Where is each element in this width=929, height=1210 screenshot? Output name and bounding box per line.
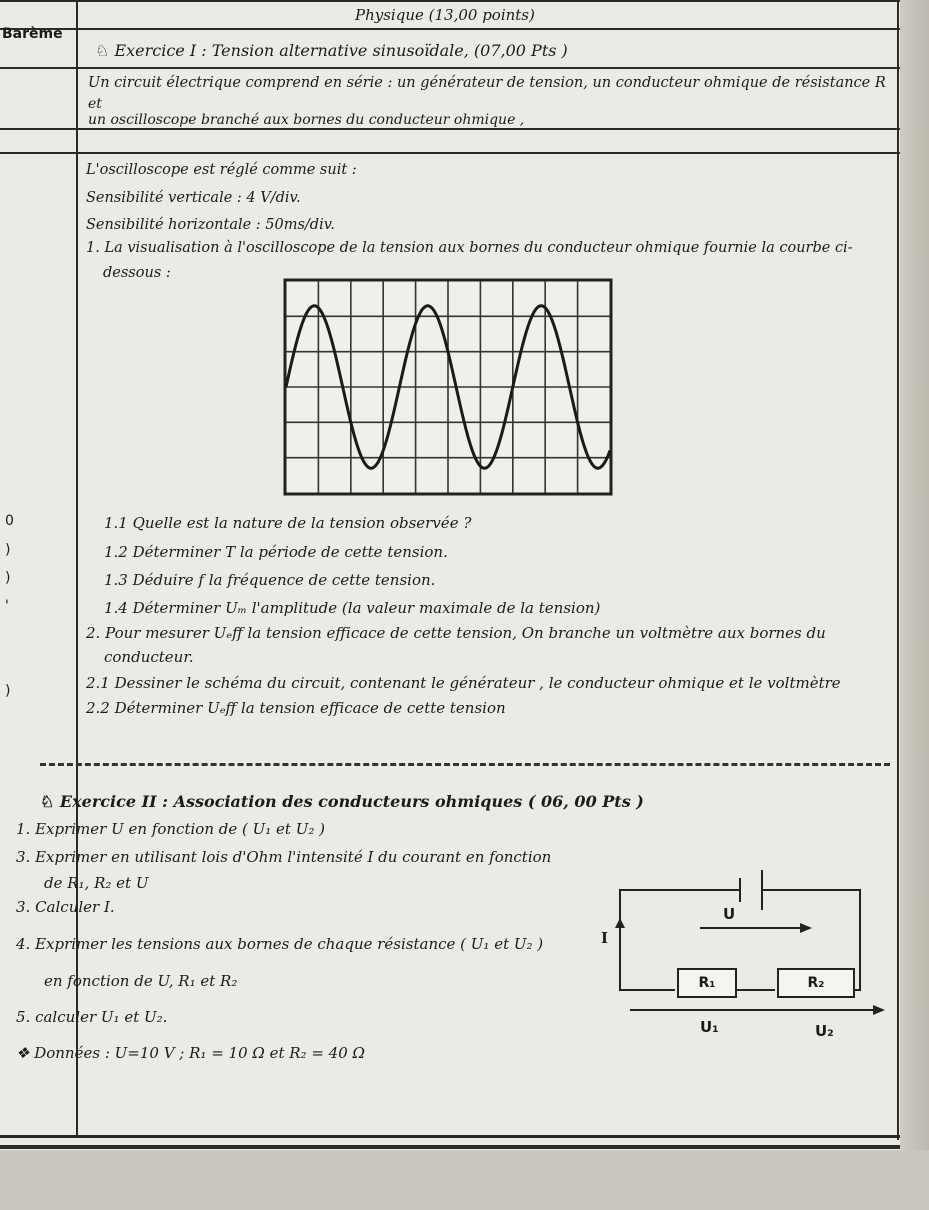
question-1-1: 1.1 Quelle est la nature de la tension observée ? <box>104 514 472 532</box>
ex2-question-4-continued: en fonction de U, R₁ et R₂ <box>44 972 238 990</box>
question-1-4: 1.4 Déterminer Uₘ l'amplitude (la valeur maximale de la tension) <box>104 599 601 617</box>
ex2-question-4: 4. Exprimer les tensions aux bornes de chaque résistance ( U₁ et U₂ ) <box>16 935 544 953</box>
ex1-title-text: Exercice I : Tension alternative sinusoïdale, (07,00 Pts ) <box>114 41 568 60</box>
margin-mark: ) <box>5 570 11 586</box>
margin-mark: 0 <box>5 513 14 529</box>
ex1-intro-line2: et <box>88 96 102 112</box>
series-circuit-diagram <box>590 860 890 1065</box>
resistor-r2: R₂ <box>777 968 855 998</box>
row-border <box>0 67 900 69</box>
question-1-continued: dessous : <box>103 265 171 281</box>
ex1-intro-line1: Un circuit électrique comprend en série : un générateur de tension, un conducteur ohmique de résistance R <box>88 75 886 91</box>
row-border <box>0 128 900 130</box>
ex2-title-text: Exercice II : Association des conducteurs ohmiques ( 06, 00 Pts ) <box>59 792 644 811</box>
bareme-label: Barème <box>2 26 63 42</box>
bareme-column-border <box>76 0 78 1135</box>
table-bottom-border <box>0 1135 900 1138</box>
margin-mark: ' <box>5 598 9 614</box>
margin-mark: ) <box>5 542 11 558</box>
row-border <box>0 152 900 154</box>
osc-setting: L'oscilloscope est réglé comme suit : <box>86 162 357 178</box>
question-2-2: 2.2 Déterminer Uₑff la tension efficace de cette tension <box>86 699 506 717</box>
ex1-intro-line3: un oscilloscope branché aux bornes du conducteur ohmique , <box>88 112 525 128</box>
oscilloscope-screen <box>283 278 613 496</box>
margin-mark: ) <box>5 683 11 699</box>
question-1-2: 1.2 Déterminer T la période de cette tension. <box>104 543 448 561</box>
page-edge-shadow <box>900 0 929 1210</box>
question-2-1: 2.1 Dessiner le schéma du circuit, contenant le générateur , le conducteur ohmique et le voltmètre <box>86 674 841 692</box>
sensitivity-horizontal: Sensibilité horizontale : 50ms/div. <box>86 217 335 233</box>
arrow-head <box>615 918 625 928</box>
ex2-question-5: 5. calculer U₁ et U₂. <box>16 1008 168 1026</box>
bottom-shadow <box>0 1150 929 1210</box>
question-1: 1. La visualisation à l'oscilloscope de la tension aux bornes du conducteur ohmique fournie la courbe ci- <box>86 240 853 256</box>
label-u1: U₁ <box>700 1018 719 1036</box>
ex2-question-1: 1. Exprimer U en fonction de ( U₁ et U₂ ) <box>16 820 325 838</box>
ex2-question-3-calc: 3. Calculer I. <box>16 898 115 916</box>
arrow-head <box>800 923 812 933</box>
label-u: U <box>723 905 736 923</box>
label-i: I <box>601 929 609 947</box>
data-values: ❖ Données : U=10 V ; R₁ = 10 Ω et R₂ = 40 Ω <box>16 1044 365 1062</box>
ex1-title: ♘ Exercice I : Tension alternative sinusoïdale, (07,00 Pts ) <box>95 41 568 60</box>
sensitivity-vertical: Sensibilité verticale : 4 V/div. <box>86 190 301 206</box>
question-2: 2. Pour mesurer Uₑff la tension efficace de cette tension, On branche un voltmètre aux bornes du <box>86 624 826 642</box>
row-border <box>0 28 900 30</box>
resistor-r1: R₁ <box>677 968 737 998</box>
label-u2: U₂ <box>815 1022 834 1040</box>
page-title: Physique (13,00 points) <box>355 6 535 24</box>
ex2-question-3: 3. Exprimer en utilisant lois d'Ohm l'intensité I du courant en fonction <box>16 848 552 866</box>
arrow-head <box>873 1005 885 1015</box>
ex2-title: ♘ Exercice II : Association des conducteurs ohmiques ( 06, 00 Pts ) <box>40 792 644 811</box>
ex2-question-3-continued: de R₁, R₂ et U <box>44 874 149 892</box>
section-separator <box>40 763 890 766</box>
question-1-3: 1.3 Déduire f la fréquence de cette tension. <box>104 571 436 589</box>
table-bottom-border <box>0 1145 900 1149</box>
question-2-continued: conducteur. <box>104 648 194 666</box>
right-table-border <box>897 0 899 1140</box>
table-top-border <box>0 0 900 2</box>
